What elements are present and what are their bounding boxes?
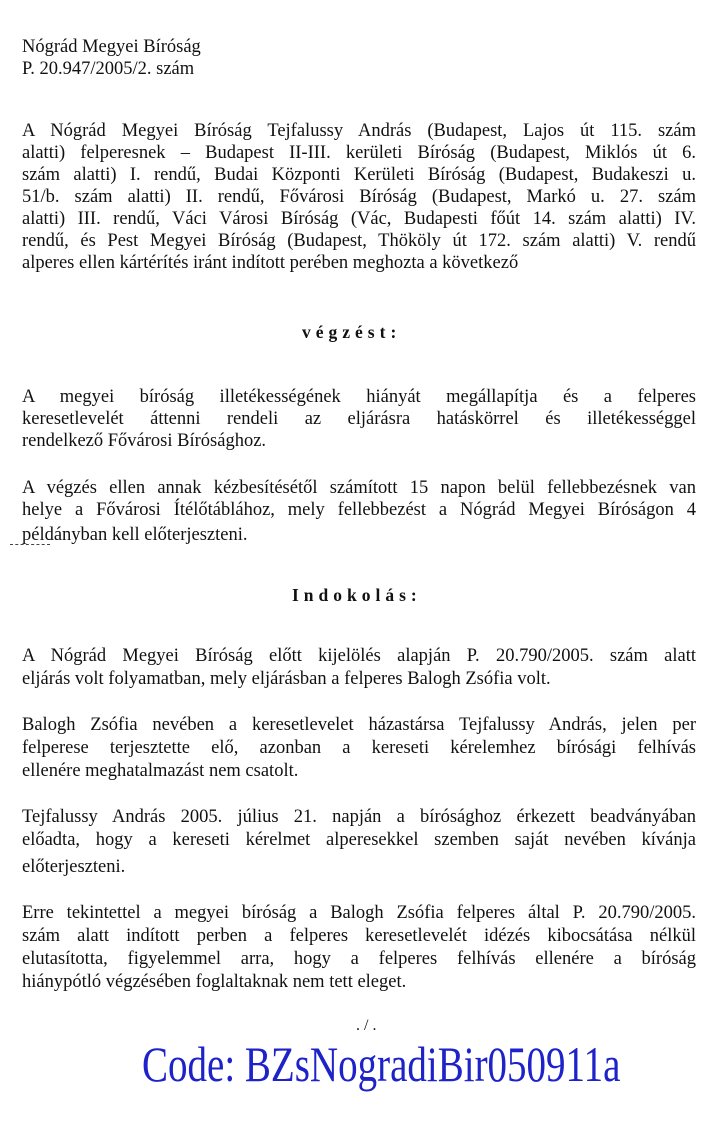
reason-line: előadta, hogy a kereseti kérelmet alperesekkel szemben saját nevében kívánja [22,830,696,850]
reason-line: hiánypótló végzésében foglaltaknak nem tett eleget. [22,972,407,992]
intro-line: alatti) felperesnek – Budapest II-III. kerületi Bíróság (Budapest, Miklós út 6. [22,143,696,163]
reason-line: szám alatt indított perben a felperes keresetlevelét idézés kibocsátása nélkül [22,926,696,946]
reason-line: eljárás volt folyamatban, mely eljárásban a felperes Balogh Zsófia volt. [22,669,551,689]
heading-indokolas: Indokolás: [292,585,422,605]
reason-line: előterjeszteni. [22,857,126,877]
appeal-line: példányban kell előterjeszteni. [22,525,248,545]
ruling-line: keresetlevelét áttenni rendeli az eljárásra hatáskörrel és illetékességgel [22,409,696,429]
code-stamp: Code: BZsNogradiBir050911a [142,1036,621,1092]
reason-line: ellenére meghatalmazást nem csatolt. [22,761,299,781]
margin-mark [10,544,50,546]
reason-line: Tejfalussy András 2005. július 21. napján a bírósághoz érkezett beadványában [22,807,696,827]
reason-line: felperese terjesztette elő, azonban a kereseti kérelemhez bírósági felhívás [22,738,696,758]
continuation-mark: . / . [356,1017,377,1034]
reason-line: Balogh Zsófia nevében a keresetlevelet házastársa Tejfalussy András, jelen per [22,715,696,735]
reason-line: A Nógrád Megyei Bíróság előtt kijelölés alapján P. 20.790/2005. szám alatt [22,646,696,666]
appeal-line: helye a Fővárosi Ítélőtáblához, mely fellebbezést a Nógrád Megyei Bíróságon 4 [22,500,696,520]
intro-line: szám alatti) I. rendű, Budai Központi Kerületi Bíróság (Budapest, Budakeszi u. [22,165,696,185]
intro-line: rendű, és Pest Megyei Bíróság (Budapest, Thököly út 172. szám alatti) V. rendű [22,231,696,251]
heading-vegzes: végzést: [302,322,402,342]
reason-line: Erre tekintettel a megyei bíróság a Balogh Zsófia felperes által P. 20.790/2005. [22,903,696,923]
intro-line: 51/b. szám alatti) II. rendű, Fővárosi Bíróság (Budapest, Markó u. 27. szám [22,187,696,207]
intro-line: alperes ellen kártérítés iránt indított perében meghozta a következő [22,253,519,273]
case-number: P. 20.947/2005/2. szám [22,59,195,79]
court-name: Nógrád Megyei Bíróság [22,37,201,57]
ruling-line: rendelkező Fővárosi Bírósághoz. [22,431,267,451]
intro-line: A Nógrád Megyei Bíróság Tejfalussy András (Budapest, Lajos út 115. szám [22,121,696,141]
ruling-line: A megyei bíróság illetékességének hiányát megállapítja és a felperes [22,387,696,407]
intro-line: alatti) III. rendű, Váci Városi Bíróság (Vác, Budapesti főút 14. szám alatti) IV. [22,209,696,229]
reason-line: elutasította, figyelemmel arra, hogy a felperes felhívás ellenére a bíróság [22,949,696,969]
appeal-line: A végzés ellen annak kézbesítésétől számított 15 napon belül fellebbezésnek van [22,478,696,498]
